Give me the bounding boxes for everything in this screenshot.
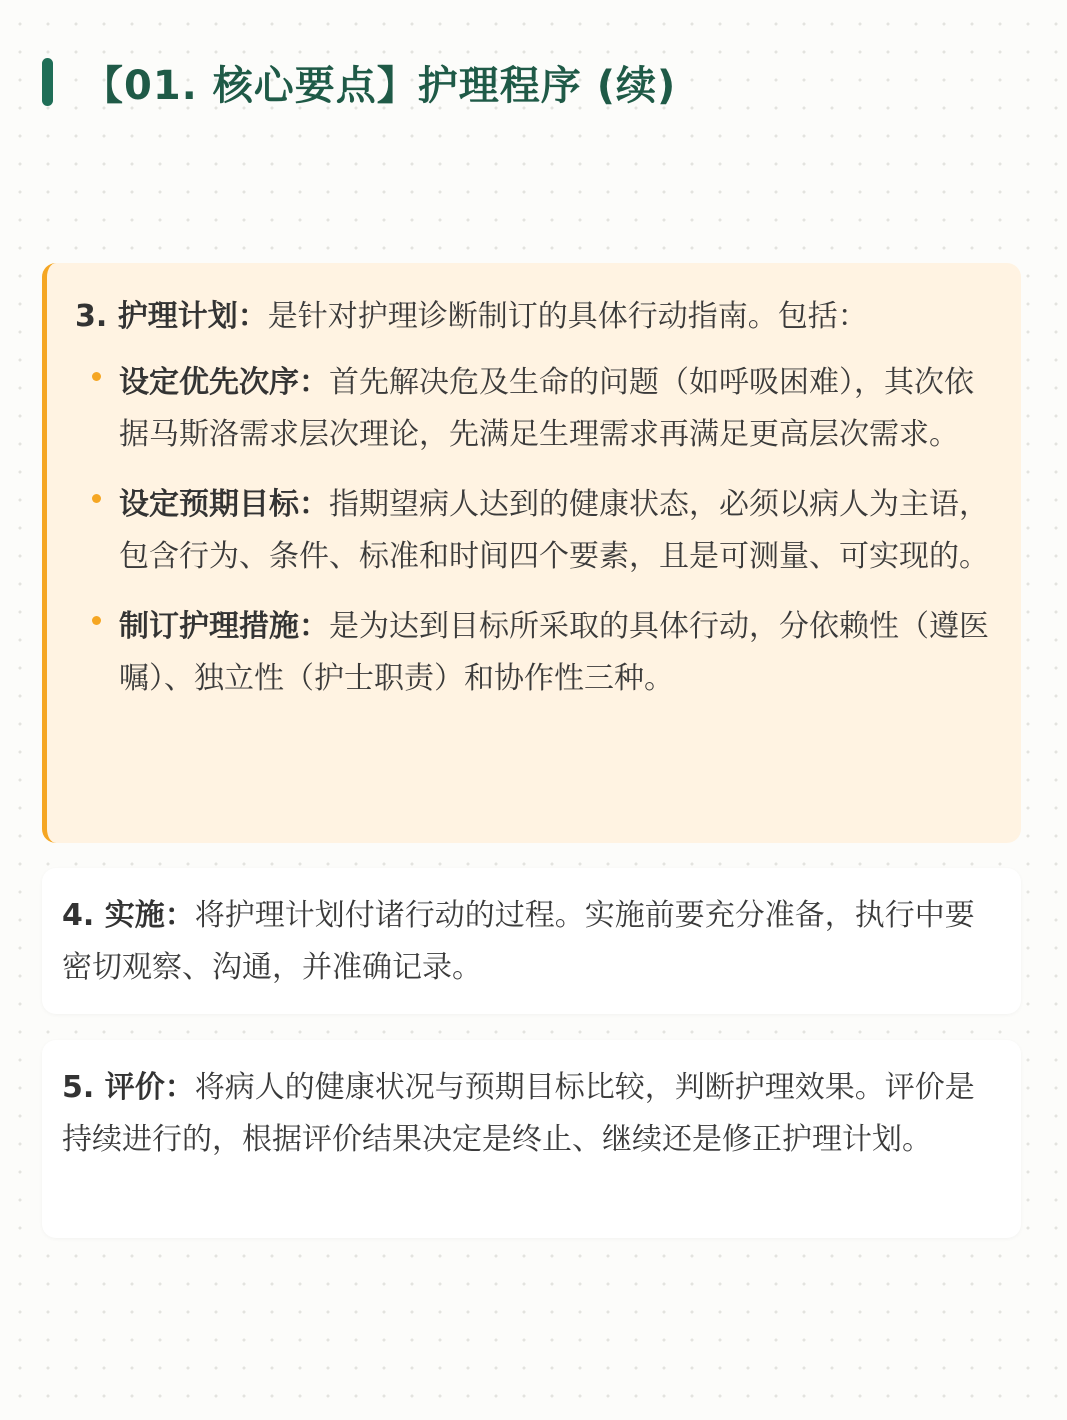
list-item-text: 指期望病人达到的健康状态，必须以病人为主语，包含行为、条件、标准和时间四个要素，且是可测量、可实现的。 <box>119 487 989 574</box>
list-item-text: 首先解决危及生命的问题（如呼吸困难），其次依据马斯洛需求层次理论，先满足生理需求再满足更高层次需求。 <box>119 365 974 452</box>
bullet-dot-icon <box>92 494 101 503</box>
implementation-text: 将护理计划付诸行动的过程。实施前要充分准备，执行中要密切观察、沟通，并准确记录。 <box>62 898 975 985</box>
list-item-text: 是为达到目标所采取的具体行动，分依赖性（遵医嘱）、独立性（护士职责）和协作性三种。 <box>119 609 989 696</box>
evaluation-paragraph <box>62 1062 997 1166</box>
implementation-card <box>42 868 1021 1014</box>
list-item-label: 设定优先次序： <box>119 365 329 400</box>
title-accent-bar <box>42 58 53 106</box>
list-item-goals <box>75 479 995 583</box>
evaluation-text: 将病人的健康状况与预期目标比较，判断护理效果。评价是持续进行的，根据评价结果决定是终止、继续还是修正护理计划。 <box>62 1070 975 1157</box>
page-header <box>42 56 676 108</box>
bullet-dot-icon <box>92 616 101 625</box>
bullet-dot-icon <box>92 372 101 381</box>
nursing-plan-text: 是针对护理诊断制订的具体行动指南。包括： <box>267 299 868 334</box>
nursing-plan-card <box>42 263 1021 843</box>
nursing-plan-intro <box>75 291 995 343</box>
implementation-paragraph <box>62 890 997 994</box>
implementation-label: 4. 实施： <box>62 898 195 933</box>
evaluation-card <box>42 1040 1021 1238</box>
nursing-plan-label: 3. 护理计划： <box>75 299 268 334</box>
page-title: 【01. 核心要点】护理程序 (续) <box>83 62 677 109</box>
list-item-priority <box>75 357 995 461</box>
list-item-label: 设定预期目标： <box>119 487 329 522</box>
list-item-measures <box>75 601 995 705</box>
evaluation-label: 5. 评价： <box>62 1070 195 1105</box>
list-item-label: 制订护理措施： <box>119 609 329 644</box>
nursing-plan-list <box>75 357 995 705</box>
